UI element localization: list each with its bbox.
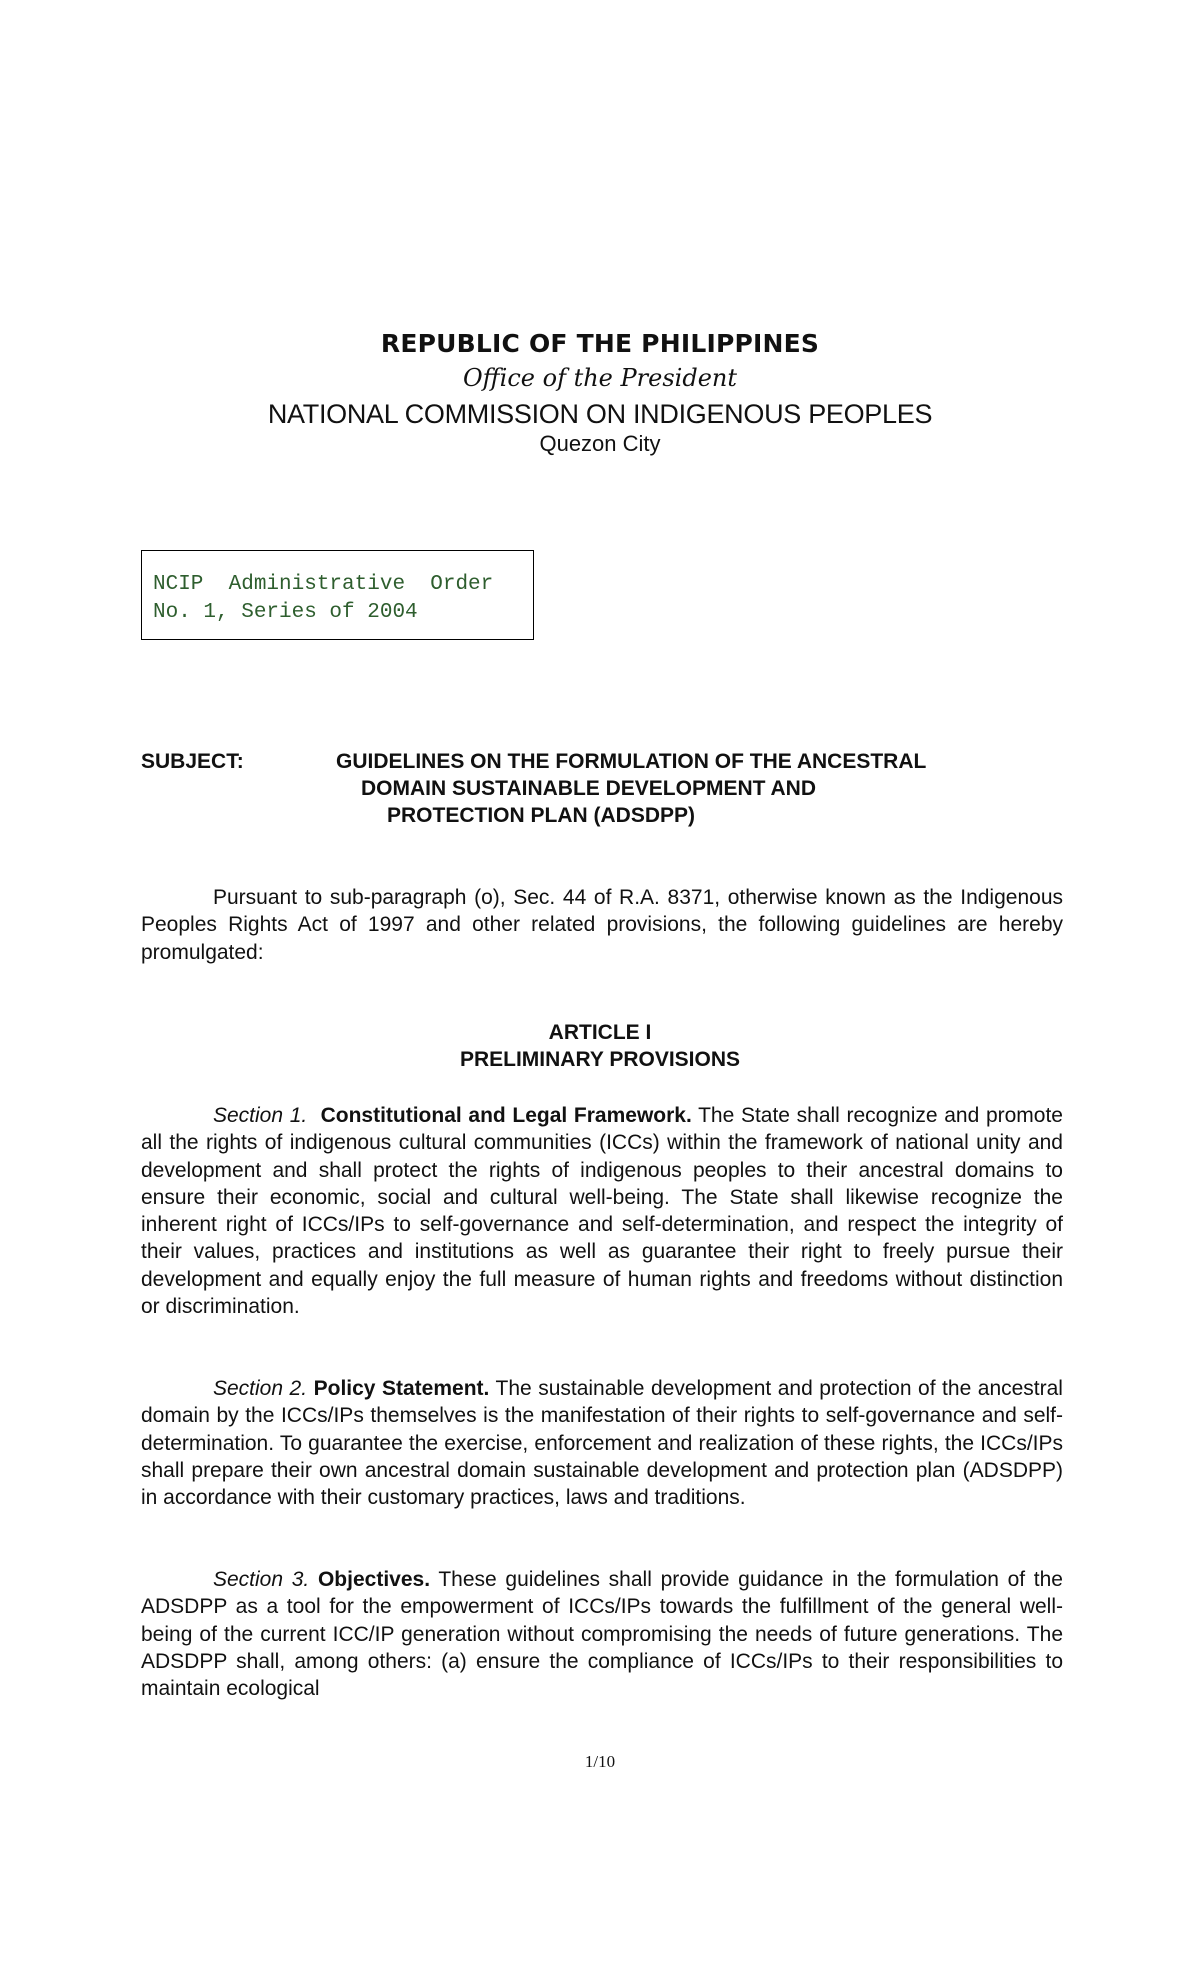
subject-line-1: GUIDELINES ON THE FORMULATION OF THE ANCESTRAL bbox=[336, 750, 927, 773]
section-3-paragraph bbox=[141, 1566, 1063, 1702]
article-number: ARTICLE I bbox=[548, 1021, 652, 1044]
order-box-line-1: NCIP Administrative Order bbox=[153, 573, 494, 596]
section-1-text: The State shall recognize and promote all the rights of indigenous cultural communities (ICCs) within the framework of national unity and development and shall protect the rights of indigenous peoples to their ancestral domains to ensure their economic, social and cultural well-being. The State shall likewise recognize the inherent right of ICCs/IPs to self-governance and self-determination, and respect the integrity of their values, practices and institutions as well as guarantee their right to freely pursue their development and equally enjoy the full measure of human rights and freedoms without distinction or discrimination. bbox=[141, 1104, 1063, 1319]
commission-heading: NATIONAL COMMISSION ON INDIGENOUS PEOPLES bbox=[267, 399, 933, 429]
order-box-line-2: No. 1, Series of 2004 bbox=[153, 601, 418, 624]
office-subheading: Office of the President bbox=[462, 364, 737, 392]
page-number: 1/10 bbox=[584, 1752, 616, 1771]
city-heading: Quezon City bbox=[539, 431, 661, 456]
section-2-text: The sustainable development and protection of the ancestral domain by the ICCs/IPs themselves is the manifestation of their rights to self-governance and self-determination. To guarantee the exercise, enforcement and realization of these rights, the ICCs/IPs shall prepare their own ancestral domain sustainable development and protection plan (ADSDPP) in accordance with their customary practices, laws and traditions. bbox=[141, 1377, 1063, 1510]
section-2-label: Section 2. bbox=[213, 1377, 308, 1400]
section-1-heading: Constitutional and Legal Framework. bbox=[320, 1104, 692, 1127]
order-number-box bbox=[141, 550, 534, 640]
preamble-paragraph: Pursuant to sub-paragraph (o), Sec. 44 of R.A. 8371, otherwise known as the Indigenous Peoples Rights Act of 1997 and other related provisions, the following guidelines are hereby promulgated: bbox=[141, 886, 1063, 964]
section-3-heading: Objectives. bbox=[317, 1568, 431, 1591]
section-2-paragraph bbox=[141, 1375, 1063, 1511]
republic-heading: REPUBLIC OF THE PHILIPPINES bbox=[380, 329, 820, 358]
subject-line-3: PROTECTION PLAN (ADSDPP) bbox=[387, 804, 696, 827]
section-3-text: These guidelines shall provide guidance in the formulation of the ADSDPP as a tool for the empowerment of ICCs/IPs towards the fulfillment of the general well-being of the current ICC/IP generation without compromising the needs of future generations. The ADSDPP shall, among others: (a) ensure the compliance of ICCs/IPs to their responsibilities to maintain ecological bbox=[141, 1568, 1063, 1701]
section-3-label: Section 3. bbox=[213, 1568, 310, 1591]
section-1-paragraph bbox=[141, 1102, 1063, 1320]
subject-line-2: DOMAIN SUSTAINABLE DEVELOPMENT AND bbox=[361, 777, 817, 800]
section-2-heading: Policy Statement. bbox=[313, 1377, 490, 1400]
subject-label: SUBJECT: bbox=[141, 750, 244, 773]
article-title: PRELIMINARY PROVISIONS bbox=[459, 1048, 741, 1071]
section-1-label: Section 1. bbox=[213, 1104, 308, 1127]
